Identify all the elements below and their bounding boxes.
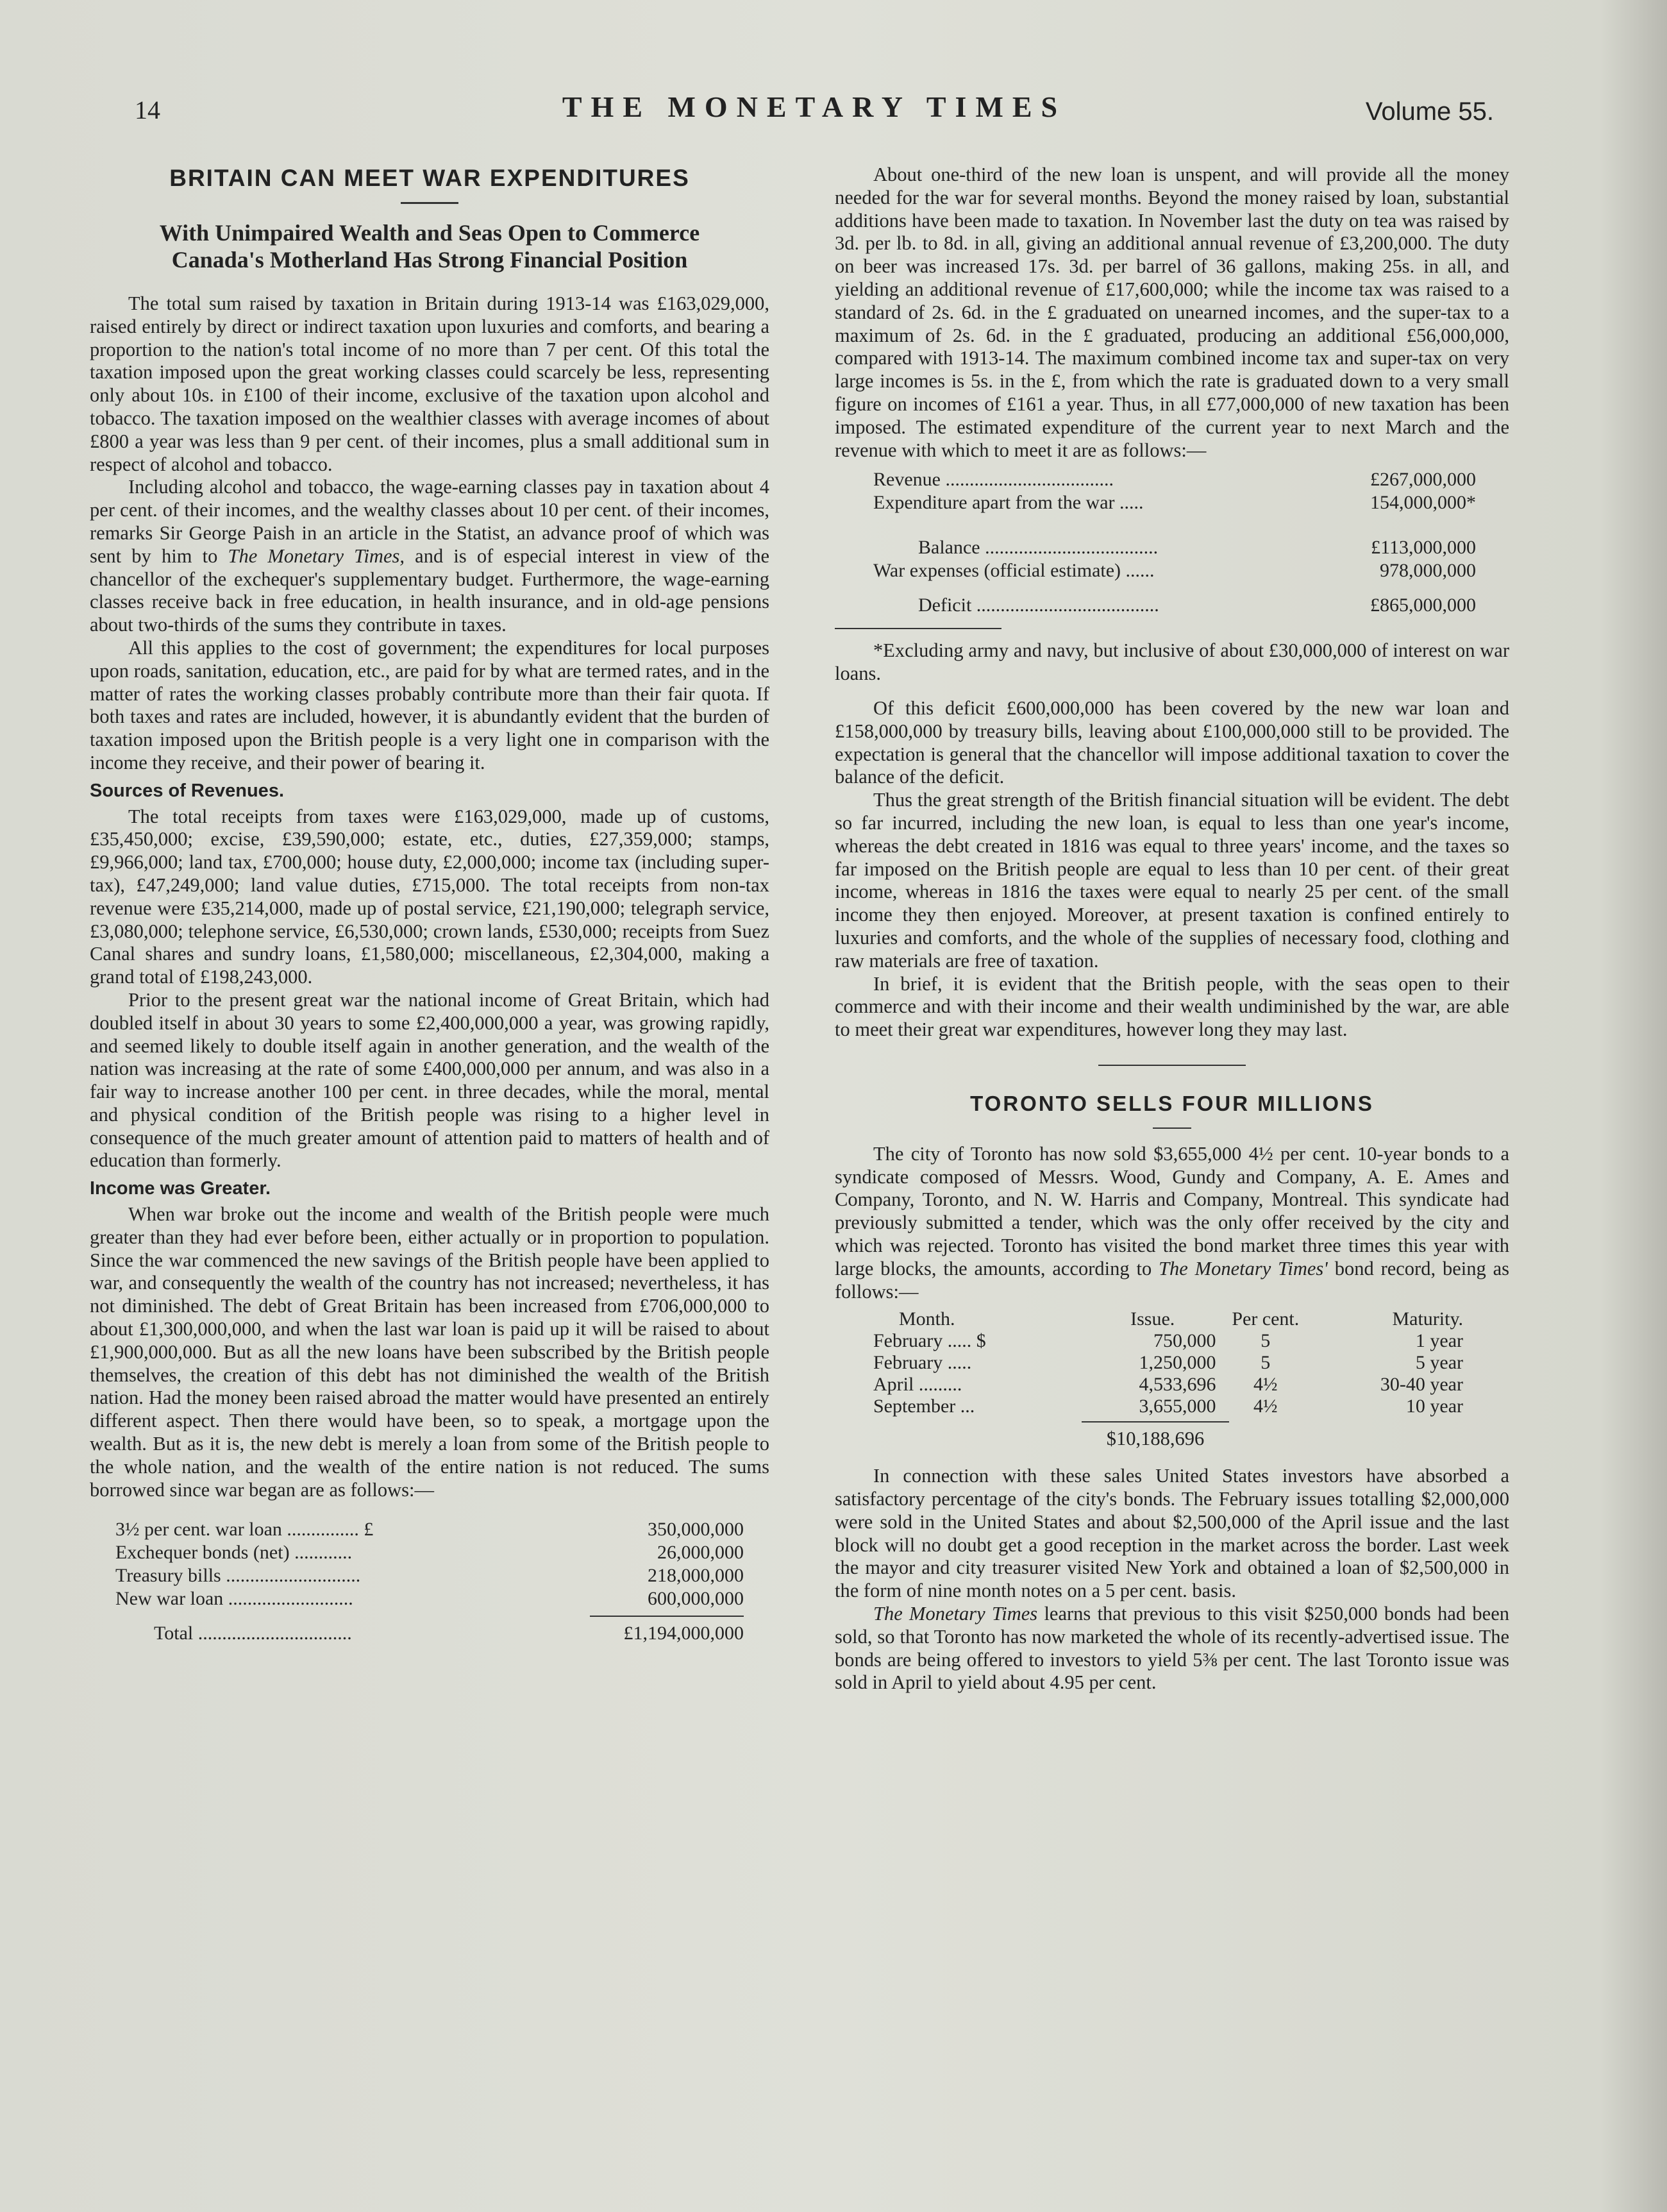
- budget-row: [873, 468, 1476, 491]
- column-header: Issue.: [1130, 1308, 1175, 1330]
- paragraph: All this applies to the cost of government; the expenditures for local purposes upon roads, sanitation, education, etc., are paid for by what are termed rates, and in the matter of rates the working classes probably contribute more than their fair quota. If both taxes and rates are included, however, it is abundantly evident that the burden of taxation imposed upon the British people is a very light one in comparison with the income they receive, and their power of bearing it.: [90, 636, 769, 773]
- loan-total-amount: £1,194,000,000: [623, 1622, 744, 1644]
- article-title: TORONTO SELLS FOUR MILLIONS: [970, 1091, 1374, 1115]
- table-row: [873, 1352, 1489, 1374]
- left-column: [90, 164, 769, 1644]
- table-cell: 3,655,000: [1139, 1396, 1216, 1417]
- text-run: bond record, being as follows:—: [835, 1257, 1509, 1303]
- footnote: *Excluding army and navy, but inclusive of about £30,000,000 of interest on war loans.: [835, 639, 1509, 685]
- table-cell: September ...: [873, 1396, 975, 1417]
- paragraph: About one-third of the new loan is unspent, and will provide all the money needed for the war for several months. Beyond the money raised by loan, substantial additions have been made to taxation. In November last the duty on tea was raised by 3d. per lb. to 8d. in all, giving an additional annual revenue of £3,200,000. The duty on beer was increased 17s. 3d. per barrel of 36 gallons, making 25s. in all, and yielding an additional revenue of £17,600,000; while the income tax was raised to a standard of 2s. 6d. in the £ graduated on unearned incomes, and the super-tax to a maximum of 2s. 6d. in the £ graduated, producing an additional £56,000,000, compared with 1913-14. The maximum combined income tax and super-tax on very large incomes is 5s. in the £, from which the rate is graduated down to a very small figure on incomes of £161 a year. Thus, in all £77,000,000 of new taxation has been imposed. The estimated expenditure of the current year to next March and the revenue with which to meet it are as follows:—: [835, 164, 1509, 461]
- budget-amount: £113,000,000: [1371, 536, 1476, 558]
- bond-total: [835, 1421, 1476, 1451]
- section-heading: Income was Greater.: [90, 1178, 271, 1199]
- title-rule: [1153, 1127, 1191, 1129]
- table-cell: 4,533,696: [1139, 1374, 1216, 1396]
- loan-amount: 218,000,000: [648, 1565, 744, 1587]
- paragraph: The total sum raised by taxation in Britain during 1913-14 was £163,029,000, raised entirely by direct or indirect taxation upon luxuries and comforts, and bearing a proportion to the nation's total income of no more than 7 per cent. Of this total the taxation imposed upon the great working classes could scarcely be less, representing only about 10s. in £100 of their income, exclusive of the taxation upon alcohol and tobacco. The taxation imposed on the wealthier classes with average incomes of about £800 a year was less than 9 per cent. of their incomes, plus a small additional sum in respect of alcohol and tobacco.: [90, 292, 769, 475]
- table-row: [873, 1374, 1489, 1396]
- publication-name: The Monetary Times: [873, 1603, 1038, 1625]
- budget-label: War expenses (official estimate) ......: [873, 559, 1155, 581]
- budget-table: [873, 468, 1476, 616]
- loan-amount: 600,000,000: [648, 1587, 744, 1609]
- title-rule: [401, 202, 458, 204]
- paragraph: [90, 476, 769, 637]
- loan-total-row: [115, 1622, 744, 1645]
- loan-label: New war loan ..........................: [115, 1587, 353, 1609]
- table-cell: April .........: [873, 1374, 962, 1396]
- budget-row: [873, 491, 1476, 514]
- paragraph: The total receipts from taxes were £163,029,000, made up of customs, £35,450,000; excise, £39,590,000; estate, etc., duties, £27,359,000; stamps, £9,966,000; land tax, £700,000; house duty, £2,000,000; income tax (including super-tax), £47,249,000; land value duties, £715,000. The total receipts from non-tax revenue were £35,214,000, made up of postal service, £21,190,000; telegraph service, £3,080,000; telephone service, £6,530,000; crown lands, £530,000; receipts from Suez Canal shares and sundry loans, £1,580,000; miscellaneous, £2,304,000, making a grand total of £198,243,000.: [90, 805, 769, 988]
- budget-amount: £267,000,000: [1370, 469, 1476, 491]
- budget-amount: £865,000,000: [1370, 594, 1476, 616]
- budget-label: Revenue ...................................: [873, 469, 1114, 491]
- page-number: 14: [135, 96, 160, 124]
- budget-label: Deficit ......................................: [918, 594, 1159, 616]
- spacer: [873, 514, 1476, 536]
- budget-row: [873, 536, 1476, 559]
- text-run: and is of especial interest in view of the chancellor of the exchequer's supplementary budget. Furthermore, the wage-earning classes receive back in free education, in health insurance, and in old-age pensions about two-thirds of the sums they contribute in taxes.: [90, 545, 769, 636]
- table-cell: 5: [1261, 1330, 1271, 1352]
- loan-amount: 26,000,000: [657, 1542, 744, 1564]
- table-rule: [835, 628, 1001, 629]
- loans-table: [115, 1518, 744, 1644]
- budget-row: [873, 559, 1476, 582]
- budget-amount: 978,000,000: [1380, 559, 1476, 581]
- article-subtitle: [90, 219, 769, 273]
- publication-name: The Monetary Times': [1159, 1257, 1328, 1279]
- loan-row: [115, 1518, 744, 1541]
- table-cell: February .....: [873, 1352, 972, 1374]
- section-heading: Sources of Revenues.: [90, 780, 284, 801]
- table-row: [873, 1396, 1489, 1417]
- subtitle-line-2: Canada's Motherland Has Strong Financial Position: [171, 247, 688, 273]
- paragraph: When war broke out the income and wealth of the British people were much greater than they had ever before been, either actually or in proportion to population. Since the war commenced the new savings of the British people have been applied to war, and consequently the wealth of the country has not increased; nevertheless, it has not diminished. The debt of Great Britain has been increased from £706,000,000 to about £1,300,000,000, and when the last war loan is paid up it will be raised to about £1,900,000,000. But as all the new loans have been subscribed by the British people themselves, the creation of this debt has not diminished the wealth of the British nation. Had the money been raised abroad the matter would have presented an entirely different aspect. Then there would have been, so to speak, a mortgage upon the wealth. But as it is, the new debt is merely a loan from some of the British people to the whole nation, and the wealth of the entire nation is not reduced. The sums borrowed since war began are as follows:—: [90, 1203, 769, 1501]
- loan-label: Exchequer bonds (net) ............: [115, 1542, 353, 1564]
- loan-label: Treasury bills ............................: [115, 1565, 361, 1587]
- table-cell: 5: [1261, 1352, 1271, 1374]
- table-header-row: [873, 1308, 1489, 1330]
- table-cell: 750,000: [1153, 1330, 1216, 1352]
- text-run: The city of Toronto has now sold $3,655,000 4½ per cent. 10-year bonds to a syndicate composed of Messrs. Wood, Gundy and Company, A. E. Ames and Company, Toronto, and N. W. Harris and Company, Montreal. This syndicate had previously submitted a tender, which was the only offer received by the city and which was rejected. Toronto has visited the bond market three times this year with large blocks, the amounts, according to: [835, 1142, 1509, 1279]
- table-row: [873, 1330, 1489, 1352]
- toronto-article: [835, 1089, 1509, 1694]
- subtitle-line-1: With Unimpaired Wealth and Seas Open to Commerce: [159, 220, 700, 246]
- paragraph: Thus the great strength of the British financial situation will be evident. The debt so far incurred, including the new loan, is equal to less than one year's income, whereas the debt created in 1816 was equal to three years' income, and the taxes so far imposed on the British people are equal to less than 10 per cent. of their great income, whereas in 1816 the taxes were equal to nearly 25 per cent. of the small income they then enjoyed. Moreover, at present taxation is confined entirely to luxuries and comforts, and the whole of the supplies of necessary food, clothing and raw materials are free of taxation.: [835, 789, 1509, 972]
- paragraph: [835, 1143, 1509, 1304]
- table-cell: February ..... $: [873, 1330, 986, 1352]
- table-cell: 10 year: [1405, 1396, 1463, 1417]
- table-cell: 4½: [1253, 1396, 1278, 1417]
- bond-record-table: [873, 1308, 1489, 1417]
- table-cell: 30-40 year: [1380, 1374, 1463, 1396]
- table-cell: 4½: [1253, 1374, 1278, 1396]
- paragraph: [835, 1603, 1509, 1694]
- loan-label: 3½ per cent. war loan ............... £: [115, 1519, 374, 1541]
- budget-row: [873, 594, 1476, 617]
- masthead: THE MONETARY TIMES: [562, 90, 1067, 123]
- paragraph: In connection with these sales United States investors have absorbed a satisfactory percentage of the city's bonds. The February issues totalling $2,000,000 were sold in the United States and about $2,500,000 of the April issue and the last block will no doubt get a good reception in the market across the border. Last week the mayor and city treasurer visited New York and obtained a loan of $2,500,000 in the form of nine month notes on a 5 per cent. basis.: [835, 1465, 1509, 1602]
- column-header: Month.: [899, 1308, 955, 1330]
- paragraph: Prior to the present great war the national income of Great Britain, which had doubled itself in about 30 years to some £2,400,000,000 a year, was growing rapidly, and seemed likely to double itself again in another generation, and the wealth of the nation was increasing at the rate of some £400,000,000 per annum, and was also in a fair way to increase another 100 per cent. in three decades, while the moral, mental and physical condition of the British people was rising to a higher level in consequence of the much greater amount of attention paid to matters of health and of education than formerly.: [90, 988, 769, 1172]
- loan-row: [115, 1564, 744, 1587]
- spacer: [873, 582, 1476, 594]
- article-divider: [1098, 1065, 1246, 1066]
- article-title: BRITAIN CAN MEET WAR EXPENDITURES: [169, 165, 690, 191]
- budget-label: Expenditure apart from the war .....: [873, 492, 1144, 514]
- loan-row: [115, 1541, 744, 1564]
- loan-total-label: Total ................................: [154, 1622, 352, 1644]
- table-cell: 5 year: [1415, 1352, 1463, 1374]
- volume-label: Volume 55.: [1365, 97, 1494, 126]
- text-run: learns that previous to this visit $250,000 bonds had been sold, so that Toronto has now marketed the whole of its recently-advertised issue. The bonds are being offered to investors to yield 5⅜ per cent. The last Toronto issue was sold in April to yield about 4.95 per cent.: [835, 1603, 1509, 1694]
- text-run: Including alcohol and tobacco, the wage-earning classes pay in taxation about 4 per cent. of their incomes, and the wealthy classes about 10 per cent. of their incomes, remarks Sir George Paish in an article in the Statist, an advance proof of which was sent by him to: [90, 476, 769, 567]
- column-header: Maturity.: [1392, 1308, 1463, 1330]
- spacer: [835, 686, 1509, 697]
- loan-amount: 350,000,000: [648, 1519, 744, 1541]
- bond-total-amount: $10,188,696: [1106, 1428, 1205, 1450]
- loan-row: [115, 1587, 744, 1610]
- total-rule: [1082, 1421, 1229, 1423]
- right-column: [835, 164, 1509, 1694]
- page-header: [135, 90, 1494, 135]
- total-rule: [590, 1616, 744, 1617]
- column-header: Per cent.: [1232, 1308, 1300, 1330]
- budget-amount: 154,000,000*: [1370, 492, 1476, 514]
- table-cell: 1,250,000: [1139, 1352, 1216, 1374]
- paragraph: Of this deficit £600,000,000 has been covered by the new war loan and £158,000,000 by treasury bills, leaving about £100,000,000 still to be provided. The expectation is general that the chancellor will impose additional taxation to cover the balance of the deficit.: [835, 697, 1509, 788]
- publication-name: The Monetary Times,: [228, 545, 405, 567]
- budget-label: Balance ....................................: [918, 536, 1159, 558]
- paragraph: In brief, it is evident that the British people, with the seas open to their commerce and with their income and their wealth undiminished by the war, are able to meet their great war expenditures, however long they may last.: [835, 972, 1509, 1041]
- table-cell: 1 year: [1415, 1330, 1463, 1352]
